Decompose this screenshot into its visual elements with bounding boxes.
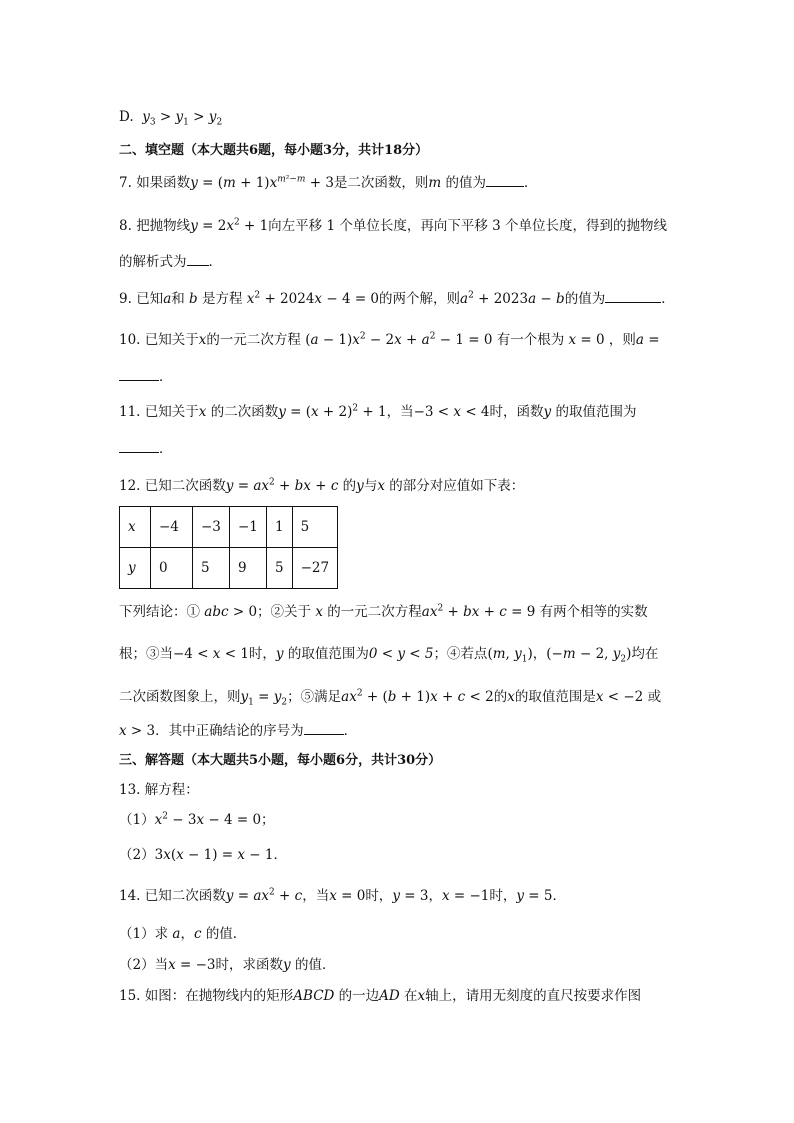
table-cell: −3 <box>193 507 230 548</box>
table-cell: x <box>120 507 151 548</box>
table-cell: 5 <box>193 548 230 589</box>
question-14: 14. 已知二次函数$y = ax^2 + c$，当x = 0时，y = 3，x = −1时，y = 5． <box>119 887 566 904</box>
question-8-line2: 的解析式为 ． <box>119 254 222 270</box>
table-cell: 5 <box>267 548 293 589</box>
table-cell: 5 <box>292 507 338 548</box>
question-11-line2: ． <box>119 440 173 458</box>
question-10: 10. 已知关于x的一元二次方程 $(a - 1)x^2 - 2x + a^2 - 1 = 0$ 有一个根为 x = 0 ，则a = <box>119 331 660 348</box>
section-2-title: 二、填空题（本大题共6题，每小题3分，共计18分） <box>119 143 429 158</box>
option-d-label: D. <box>119 109 134 125</box>
question-14-part-1: （1）求 a，c 的值． <box>119 926 247 942</box>
table-cell: y <box>120 548 151 589</box>
table-cell: −27 <box>292 548 338 589</box>
table-row-x <box>120 507 338 548</box>
question-7: 7. 如果函数$y = (m + 1)x^{m^2-m} + 3$是二次函数，则m 的值为 ． <box>119 174 538 191</box>
question-13-part-2: （2）3x(x − 1) = x − 1． <box>119 847 287 863</box>
question-11: 11. 已知关于x 的二次函数$y = (x + 2)^2 + 1$，当−3 < x < 4时，函数y 的取值范围为 <box>119 403 637 420</box>
table-cell: −4 <box>151 507 193 548</box>
value-table <box>119 506 338 589</box>
question-12-conclusions-2: 根；③当−4 < x < 1时，y 的取值范围为0 < y < 5；④若点(m, $y_1$)，(−m − 2, $y_2$)均在 <box>119 646 659 665</box>
question-10-line2: ． <box>119 368 173 386</box>
question-9: 9. 已知a和 b 是方程 $x^2 + 2024x - 4 = 0$的两个解，则$a^2 + 2023a - b$的值为 ． <box>119 290 675 307</box>
table-cell: 1 <box>267 507 293 548</box>
table-cell: −1 <box>230 507 267 548</box>
question-8: 8. 把抛物线$y = 2x^2 + 1$向左平移 1 个单位长度，再向下平移 3 个单位长度，得到的抛物线 <box>119 217 667 234</box>
question-13-part-1: $(1)x^2 - 3x - 4 = 0$； <box>119 811 275 828</box>
question-14-part-2: （2）当x = −3时，求函数y 的值． <box>119 957 336 973</box>
section-3-title: 三、解答题（本大题共5小题，每小题6分，共计30分） <box>119 753 442 768</box>
question-12-conclusions-4: x > 3．其中正确结论的序号为 ． <box>119 723 358 739</box>
table-row-y <box>120 548 338 589</box>
option-d: D. $y_3 > y_1 > y_2$ <box>119 109 223 128</box>
question-15: 15. 如图：在抛物线内的矩形ABCD 的一边AD 在x轴上，请用无刻度的直尺按要求作图 <box>119 988 642 1004</box>
question-12: 12. 已知二次函数$y = ax^2$ + bx + c 的y与x 的部分对应值如下表： <box>119 477 525 494</box>
table-cell: 0 <box>151 548 193 589</box>
question-12-conclusions-1: 下列结论：① abc > 0；②关于 x 的一元二次方程$ax^2$ + bx + c = 9 有两个相等的实数 <box>119 603 648 620</box>
table-cell: 9 <box>230 548 267 589</box>
question-12-conclusions-3: 二次函数图象上，则$y_1 = y_2$；⑤满足$ax^2 + (b + 1)x + c < 2$的x的取值范围是x < −2 或 <box>119 688 662 708</box>
question-13: 13. 解方程： <box>119 782 199 798</box>
